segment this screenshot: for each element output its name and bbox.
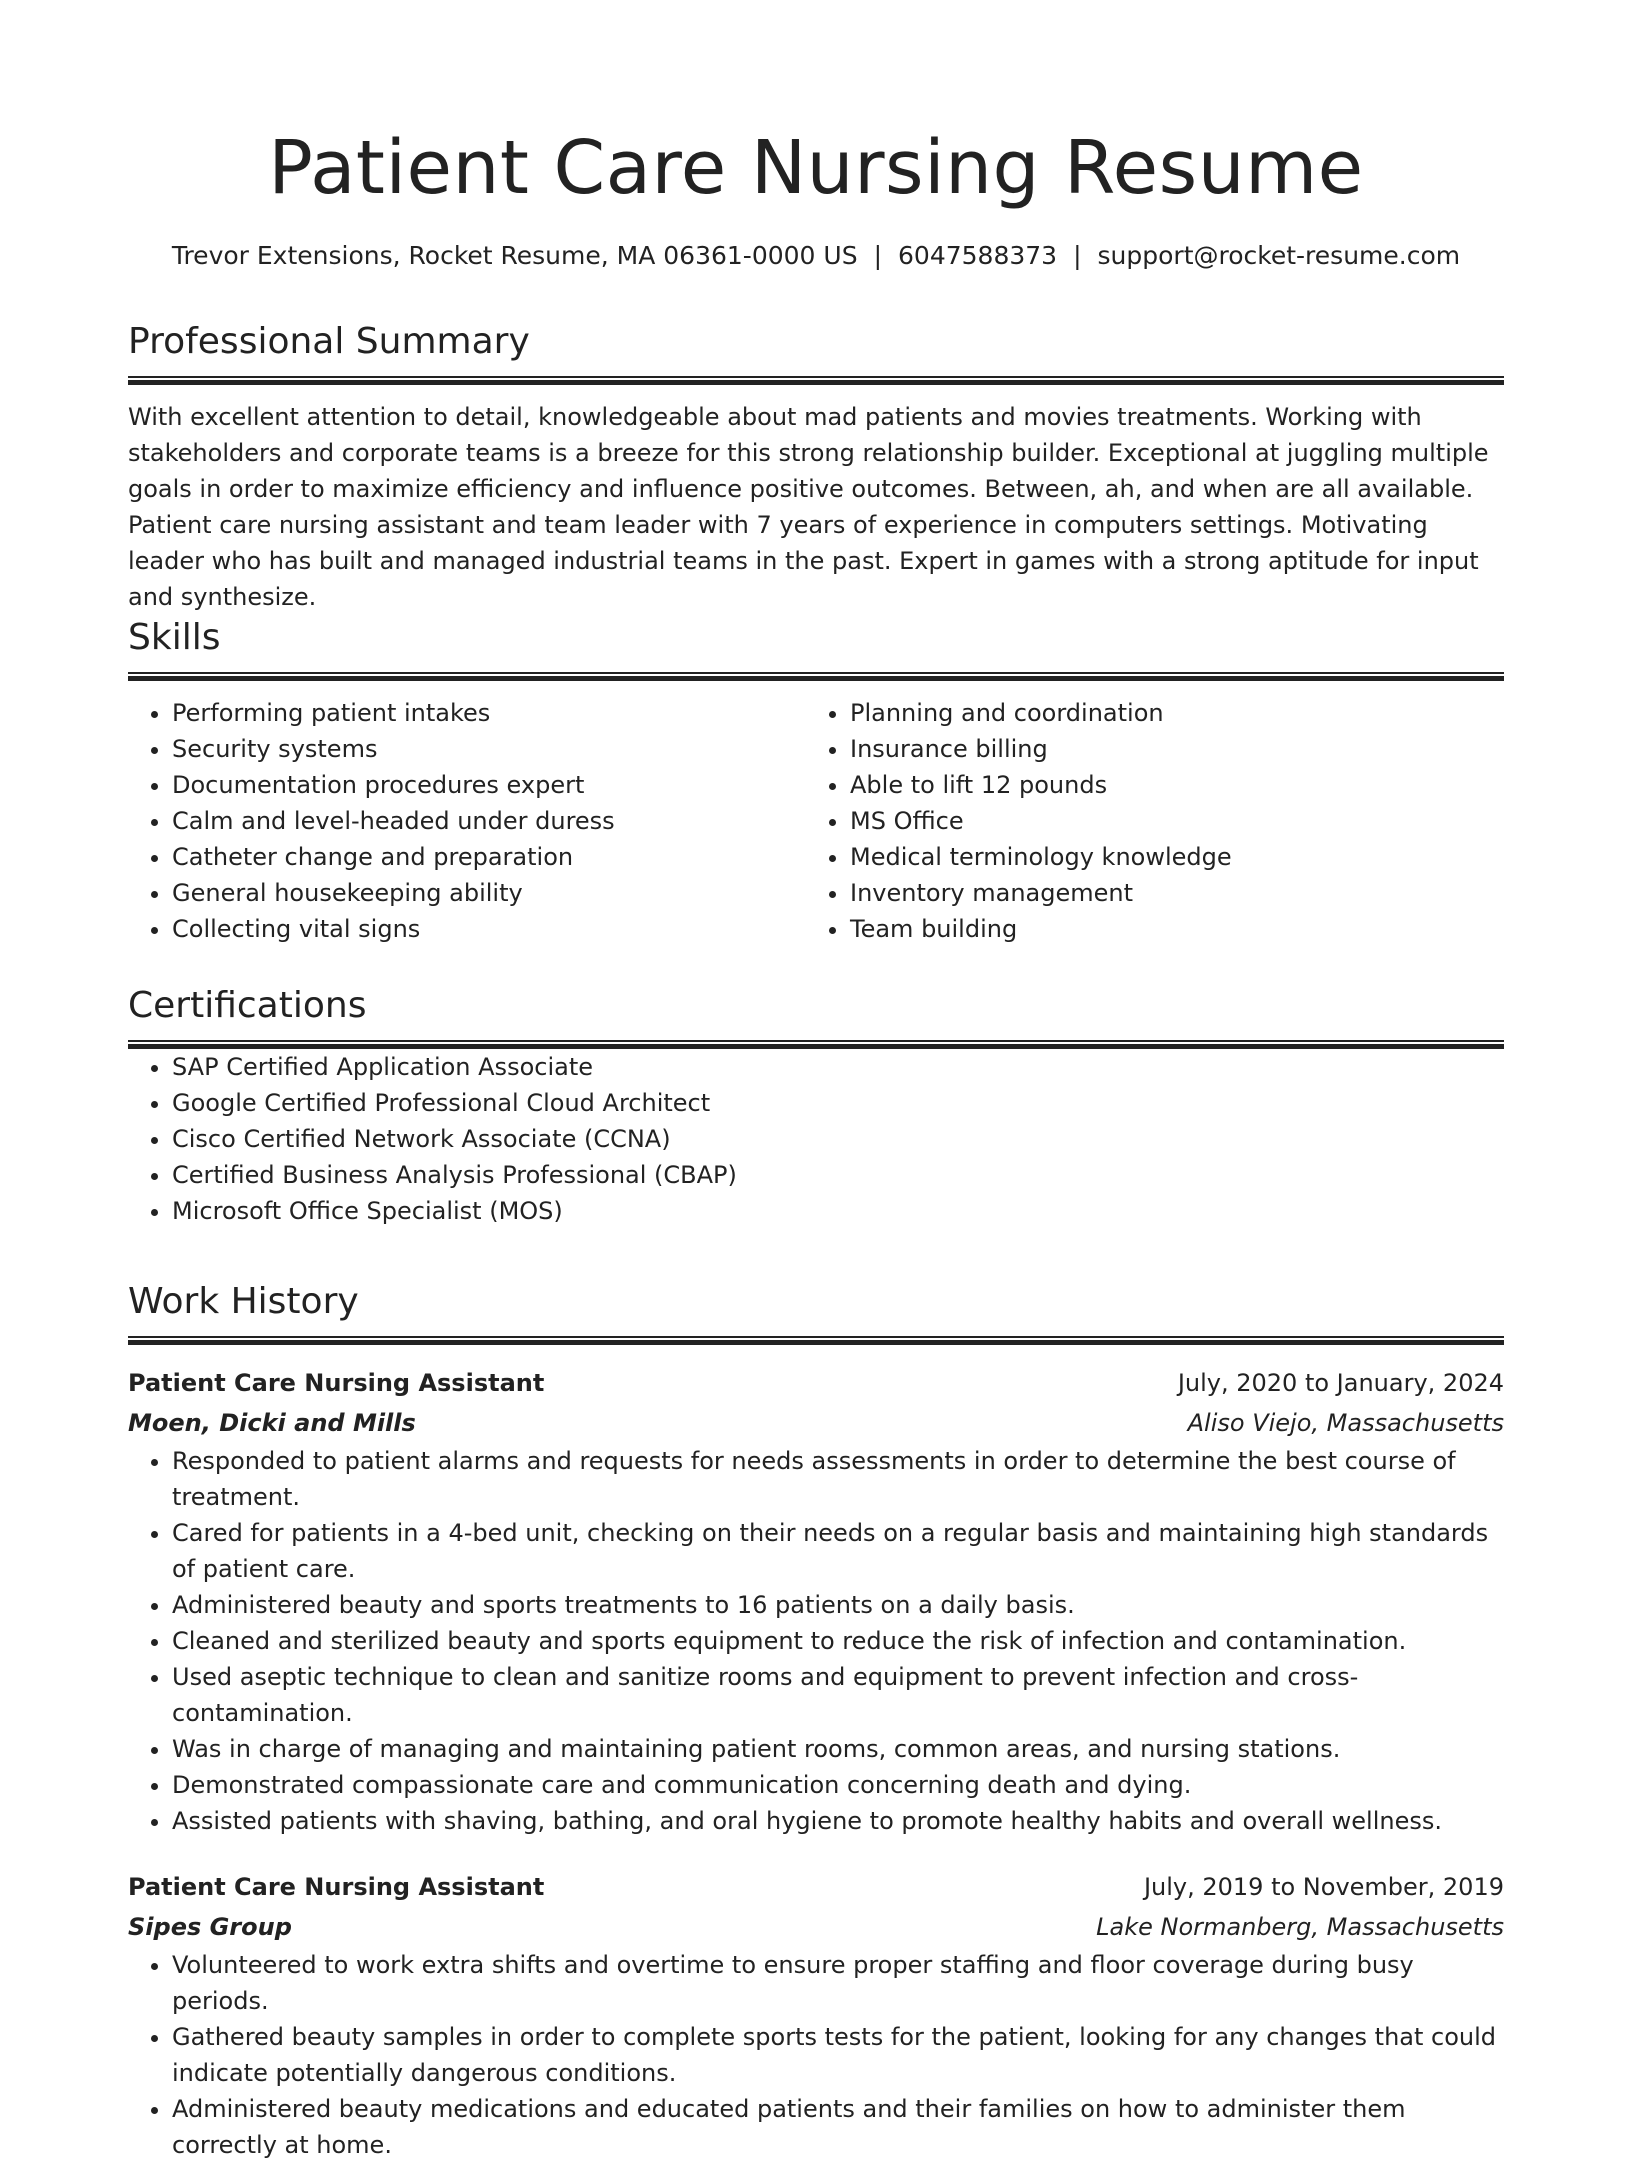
- job-header-row: [128, 1363, 1504, 1403]
- job-subheader-row: [128, 1907, 1504, 1947]
- job-company: Moen, Dicki and Mills: [128, 1409, 416, 1437]
- skill-item: • Insurance billing: [850, 731, 1484, 767]
- job-duties-list: [128, 1947, 1504, 2163]
- skills-list-left: [128, 695, 806, 947]
- job-duty-item: • Cared for patients in a 4-bed unit, checking on their needs on a regular basis and maintaining high standards of patient care.: [172, 1515, 1504, 1587]
- job-duty-item: • Used aseptic technique to clean and sanitize rooms and equipment to prevent infection and cross-contamination.: [172, 1659, 1504, 1731]
- contact-line: [128, 238, 1504, 274]
- certification-item: • Certified Business Analysis Professional (CBAP): [172, 1157, 1504, 1193]
- job-entry: [128, 1867, 1504, 2163]
- section-heading: Skills: [128, 617, 221, 658]
- skills-section: [128, 614, 1504, 947]
- certification-item: • Google Certified Professional Cloud Architect: [172, 1085, 1504, 1121]
- section-heading: Certifications: [128, 985, 367, 1026]
- skills-list-right: [806, 695, 1484, 947]
- job-duty-item: • Gathered beauty samples in order to complete sports tests for the patient, looking for any changes that could indicate potentially dangerous conditions.: [172, 2019, 1504, 2091]
- skill-item: • Documentation procedures expert: [172, 767, 806, 803]
- job-title: Patient Care Nursing Assistant: [128, 1369, 545, 1397]
- certification-item: • Microsoft Office Specialist (MOS): [172, 1193, 1504, 1229]
- section-heading: Work History: [128, 1281, 359, 1322]
- work-history-section: [128, 1278, 1504, 2163]
- job-duty-item: • Administered beauty medications and educated patients and their families on how to administer them correctly at home.: [172, 2091, 1504, 2163]
- contact-separator: |: [873, 241, 883, 270]
- certifications-list: [128, 1049, 1504, 1229]
- skill-item: • Team building: [850, 911, 1484, 947]
- skills-column-left: [128, 695, 806, 947]
- job-header-row: [128, 1867, 1504, 1907]
- job-dates: July, 2019 to November, 2019: [1143, 1873, 1504, 1901]
- skill-item: • Planning and coordination: [850, 695, 1484, 731]
- certification-item: • Cisco Certified Network Associate (CCNA): [172, 1121, 1504, 1157]
- skill-item: • Medical terminology knowledge: [850, 839, 1484, 875]
- skill-item: • MS Office: [850, 803, 1484, 839]
- certification-item: • SAP Certified Application Associate: [172, 1049, 1504, 1085]
- job-duty-item: • Volunteered to work extra shifts and overtime to ensure proper staffing and floor coverage during busy periods.: [172, 1947, 1504, 2019]
- job-location: Aliso Viejo, Massachusetts: [1187, 1409, 1504, 1437]
- section-divider: [128, 1336, 1504, 1345]
- section-divider: [128, 672, 1504, 681]
- skill-item: • Inventory management: [850, 875, 1484, 911]
- section-divider: [128, 376, 1504, 385]
- skill-item: • Security systems: [172, 731, 806, 767]
- skill-item: • Calm and level-headed under duress: [172, 803, 806, 839]
- job-duties-list: [128, 1443, 1504, 1839]
- contact-address: Trevor Extensions, Rocket Resume, MA 06361-0000 US: [171, 241, 858, 270]
- job-duty-item: • Demonstrated compassionate care and communication concerning death and dying.: [172, 1767, 1504, 1803]
- section-divider: [128, 1040, 1504, 1049]
- job-company: Sipes Group: [128, 1913, 292, 1941]
- section-heading: Professional Summary: [128, 321, 530, 362]
- job-duty-item: • Assisted patients with shaving, bathing, and oral hygiene to promote healthy habits and overall wellness.: [172, 1803, 1504, 1839]
- job-dates: July, 2020 to January, 2024: [1177, 1369, 1504, 1397]
- skills-columns: [128, 695, 1504, 947]
- summary-text: With excellent attention to detail, knowledgeable about mad patients and movies treatments. Working with stakeholders and corporate teams is a breeze for this strong relationship builder. Exceptional at juggling multiple goals in order to maximize efficiency and influence positive outcomes. Between, ah, and when are all available. Patient care nursing assistant and team leader with 7 years of experience in computers settings. Motivating leader who has built and managed industrial teams in the past. Expert in games with a strong aptitude for input and synthesize.: [128, 403, 1489, 611]
- job-location: Lake Normanberg, Massachusetts: [1096, 1913, 1504, 1941]
- job-subheader-row: [128, 1403, 1504, 1443]
- contact-email: support@rocket-resume.com: [1097, 241, 1461, 270]
- contact-separator: |: [1073, 241, 1082, 270]
- summary-section: [128, 318, 1504, 615]
- job-duty-item: • Cleaned and sterilized beauty and sports equipment to reduce the risk of infection and contamination.: [172, 1623, 1504, 1659]
- contact-phone: 6047588373: [898, 241, 1058, 270]
- job-duty-item: • Administered beauty and sports treatments to 16 patients on a daily basis.: [172, 1587, 1504, 1623]
- job-entry: [128, 1363, 1504, 1839]
- skills-column-right: [806, 695, 1484, 947]
- skill-item: • General housekeeping ability: [172, 875, 806, 911]
- certifications-section: [128, 982, 1504, 1229]
- job-duty-item: • Was in charge of managing and maintaining patient rooms, common areas, and nursing stations.: [172, 1731, 1504, 1767]
- skill-item: • Catheter change and preparation: [172, 839, 806, 875]
- skill-item: • Able to lift 12 pounds: [850, 767, 1484, 803]
- skill-item: • Performing patient intakes: [172, 695, 806, 731]
- resume-title: Patient Care Nursing Resume: [268, 125, 1364, 211]
- job-duty-item: • Responded to patient alarms and requests for needs assessments in order to determine the best course of treatment.: [172, 1443, 1504, 1515]
- skill-item: • Collecting vital signs: [172, 911, 806, 947]
- job-title: Patient Care Nursing Assistant: [128, 1873, 545, 1901]
